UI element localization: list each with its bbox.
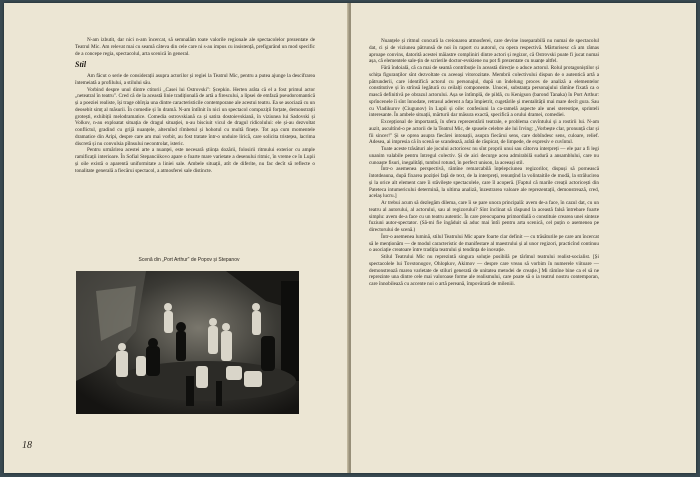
photo-scene xyxy=(76,271,299,414)
paragraph: Într-o asemenea lumină, stilul Teatrului Mic apare foarte clar definit — cu trăsăturile pe care am încercat să le menționăm — de modul caracteristic de manifestare al maestrului și al unor regizori, practicînd continuu o asociație creatoare între tradiția teatrului și tendința de inovație. xyxy=(369,233,599,254)
left-text-column xyxy=(75,37,315,174)
left-page xyxy=(4,3,349,473)
paragraph: Excepțional de importantă, în sfera reprezentării teatrale, e problema cuvîntului și a rostirii lui. N-am auzit, ascultînd-o pe actorii de la Teatrul Mic, de spusele celebre ale lui Irving: „Vorbește clar, pronunță clar și fii sincer!" Și se oprea asupra fiecărei intonații, asupra fiecărui sens, care dobîndesc sens, culoare, relief. Adesea, ai impresia că în scenă se scandează, arătă de răspicat, de limpede, de expresiv e cuvîntul. xyxy=(369,119,599,146)
paragraph: Vorbind despre unul dintre ctitorii „Casei lui Ostrovski": Șcepkin. Herten arăta că el a fost primul actor „neteatral în teatru". Cred că de la această linie tradițională de artă a firescului, a lipsei de emfază pseudoromantică și a poeziei realiste, își trage obîrșia una dintre caracteristicile contemporane ale acestui teatru. Ea se asociază cu un deosebit simț al măsurii. În comedie și în dramă. N-am întîlnit în nici un spectacol compoziții forțate, demonstrații grotești, exhibiții melodramatice. Comedia ostrovskiană ca și satira dostoievskiană, în viziunea lui Sadovski și Volkov, n-au exploatat situația de dragul situației, n-au bisciuit vicul de dragul ridicolului: ele și-au dezvoltat conflictul, gradind cu grijă nuanțele, alternînd rîmbetul și hohotul cu multă finețe. Tot așa cum momentele dramatice din Aripi, despre care am mai vorbit, au fost tratate într-o unduire lirică, care solicita tristețea, lacrima discretă și nu convulsia pîlnsului necontrolat, isteric. xyxy=(75,86,315,147)
paragraph: Stilul Teatrului Mic nu reprezintă singura soluție posibilă pe tărîmul teatrului realist-socialist. [Și spectacolele lui Tovstonogov, Ohlopkov, Akimov — despre care vreau să vorbim în numerele viitoare — demonstrează marea varietate de stiluri generată de unitatea metodei de creație.] Mi rămîne bine ca el să ne reprezinte una dintre cele mai valoroase forme ale realismului, care poate să o ia teatrul nostru contemporan, care înnobilează cu accente noi o artă pereană, împovărată de mileniii. xyxy=(369,254,599,287)
paragraph: Am făcut o serie de considerații asupra actorilor și regiei la Teatrul Mic, pentru a putea ajunge la descifrarea întemeiată a profilului, a stilului său. xyxy=(75,73,315,86)
paragraph: Nuanțele și ritmul concură la creionarea atmosferei, care devine inseparabilă nu numai de spectacolul dat, ci și de viziunea pătrunsă de noi în raport cu autorul, cu opera respectivă. Mărturisesc că am rămas aproape convins, datorită acestei măiastre compliniri dintre actori și regizor, că Ostrovski poate fi jucat numai așa, că elementele sale-țin de scrierile doctor-evskiene nu pot fi prezentate cu nuanțe altfel. xyxy=(369,38,599,65)
right-text-column xyxy=(369,38,599,288)
paragraph: Ar trebui acum să dezlegăm dilema, care îi se pare unora principală: avem de-a face, în cazul dat, cu un teatru al autorului, al actorului, sau al regizorului? Sînt înclinat să răspund la această falsă întrebare foarte simplu: avem de-a face cu un teatru autentic. În care preocuparea primordială o constituie crearea unei sinteze fuziuni autor-spectator. (Să-mi fie îngăduit să aduc mai întîi pentru arta scenică, cel puțin o asemenea pe directorului de scenă.) xyxy=(369,200,599,233)
paragraph: Într-o asemenea perspectivă, rămîne remarcabilă înțelepciunea regizorilor, dispuși să pornească întotdeauna, după fixarea poziției față de text, de la interpreți, renunțînd la volintaitile de modă, la strălucirea și la orice alt element care îi stăvilește spectacolele, care îl acoperă. [Faptul că marile creații actoricești din Pateteca intumericului determină, la ultima analiză, înzestrarea valoare ale reprezentații, demonstrează, cred, acelaș lucru.] xyxy=(369,166,599,200)
paragraph: Pentru urmărirea acestei arte a nuanței, este necesară știința dozării, folosirii ritmului exterior cu ample ramificații interioare. În Sofial Stepanciikovo apare o foarte mare varietate a desenului ritmic, în vreme ce în Lupii și oile există o aparentă uniformitate a liniei sale. Ambele situații, atît de diferite, nu fac decît să reflecte o tonalitate generală a fiecărui spectacol, a atmosferei sale distincte. xyxy=(75,147,315,174)
paragraph: Toate aceste trăsături ale jocului actoricesc nu sînt proprii unui sau câtorva interpreți — ele par a fi legi unanim valabile pentru întregul colectiv. Și de aici decurge acea admirabilă sudură a ansamblului, care nu cunoaște fisuri, inegalități, tumbul rotund, în perfect unison, la aceeași stil. xyxy=(369,146,599,166)
right-page xyxy=(351,3,696,473)
page-number: 18 xyxy=(22,440,32,451)
photo-caption: Scenă din „Port Arthur" de Popov și Stepanov xyxy=(138,257,240,263)
section-title: Stil xyxy=(75,60,87,70)
intro-paragraph: N-am izbutit, dar nici n-am încercat, să semnalăm toate valorile regionale ale spectacolelor prezentate de Teatrul Mic. Am relevat mai cu seamă câteva din cele care ni s-au impus cu insistență, prefigurând un mod specific de a concepe regia, spectacolul, arta scenică în general. xyxy=(75,37,315,57)
book-spread xyxy=(4,3,696,473)
stage-photo xyxy=(76,271,299,414)
paragraph: Fără îndoială, că ca mai de seamă contribuție în această direcție o aduce actorul. Rolul protagoniștilor și schița figuranților sînt dezvoltate cu aceeași vitorozitate. Membrii colectivului dispun de o autentică artă a pătrunderii, care identifică actorul cu personajul, după un îndelung proces de analiză a elementelor constitutive și în strînsă legătură cu ceilalți componente. Unocei, substanța personajului rămîne fixată ca o mască definitivă pe obrazul actorului. Așa se întîmplă, de pildă, cu Kenigson (barond Tanaka) în Port Arthur: sprîncenele îi sînt înnodate, retrasul aderent a fața împietrit, cugetările și mentalității mai mare decît gura. Sau cu Vladikurov (Ciugunov) în Lupii și oile: confesiuni la ca-ramelă aspecte ale unei stereotipe, sprinteli interesante. În ambele situații, mărturii dar măsura exactă, specifică a orului dramei, comediei. xyxy=(369,65,599,119)
